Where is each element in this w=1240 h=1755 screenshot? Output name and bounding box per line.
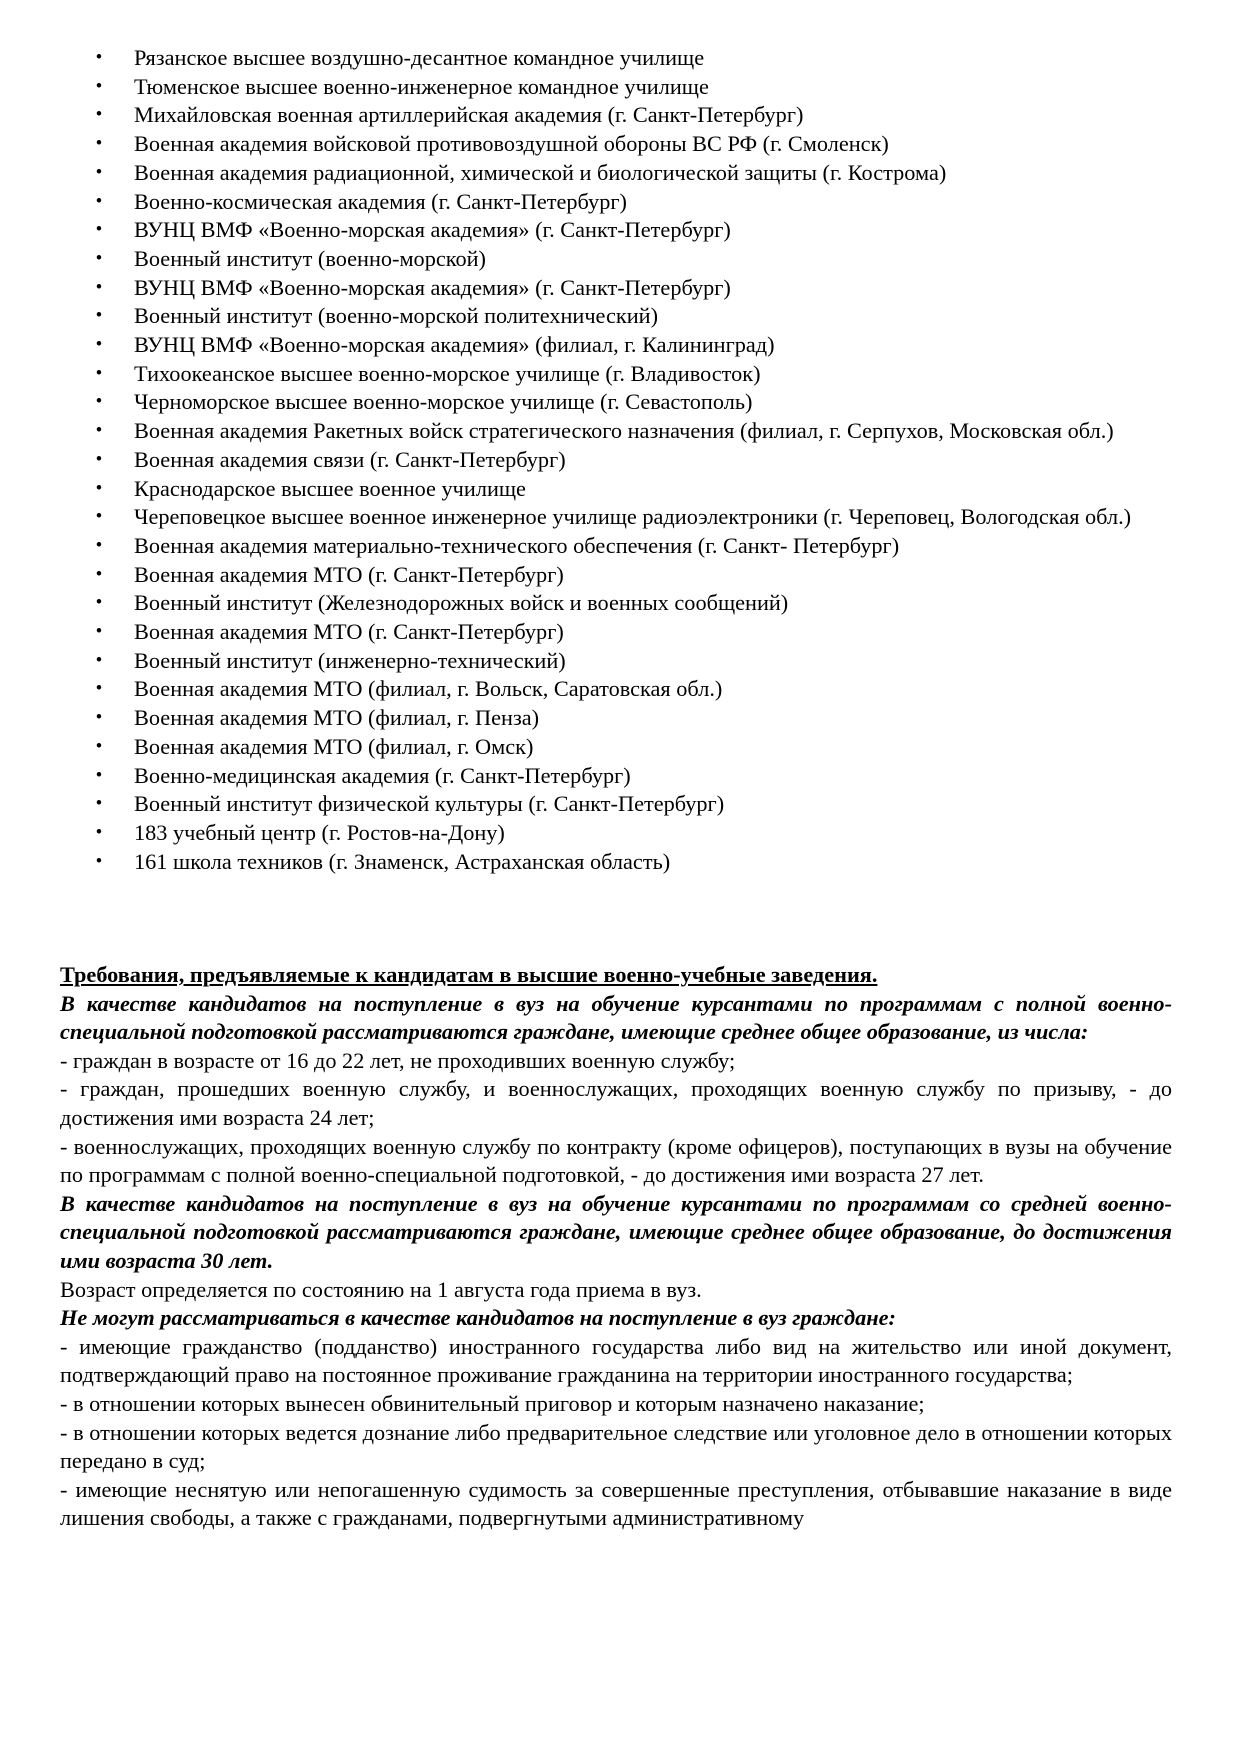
- list-item: [0, 733, 1240, 762]
- list-item-text: ВУНЦ ВМФ «Военно-морская академия» (г. Санкт-Петербург): [134, 274, 731, 300]
- full-training-item: - граждан в возрасте от 16 до 22 лет, не проходивших военную службу;: [60, 1047, 736, 1073]
- list-item: [0, 704, 1240, 733]
- list-item-text: Военная академия МТО (г. Санкт-Петербург): [134, 619, 564, 645]
- bullet-icon: •: [95, 821, 103, 843]
- bullet-icon: •: [95, 104, 103, 126]
- bullet-icon: •: [95, 420, 103, 442]
- list-item: [0, 475, 1240, 504]
- list-item-text: Военная академия связи (г. Санкт-Петербург): [134, 446, 566, 472]
- full-training-item: - военнослужащих, проходящих военную службу по контракту (кроме офицеров), поступающих в вузы на обучение по программам с полной военно-специальной подготовкой, - до достижения ими возраста 27 лет.: [60, 1133, 1172, 1188]
- list-item: [0, 388, 1240, 417]
- list-item: [0, 503, 1240, 532]
- list-item: [0, 446, 1240, 475]
- list-item: [0, 848, 1240, 877]
- bullet-icon: •: [95, 621, 103, 643]
- exclusion-item: - в отношении которых вынесен обвинительный приговор и которым назначено наказание;: [60, 1390, 925, 1416]
- list-item: [0, 360, 1240, 389]
- bullet-icon: •: [95, 649, 103, 671]
- list-item-text: Тихоокеанское высшее военно-морское училище (г. Владивосток): [134, 360, 761, 386]
- medium-training-paragraph: В качестве кандидатов на поступление в вуз на обучение курсантами по программам со средней военно-специальной подготовкой рассматриваются граждане, имеющие среднее общее образование, до достижения ими возраста 30 лет.: [60, 1190, 1172, 1273]
- requirements-section: [60, 961, 1172, 1533]
- list-item: [0, 618, 1240, 647]
- bullet-icon: •: [95, 477, 103, 499]
- list-item-text: Военная академия войсковой противовоздушной обороны ВС РФ (г. Смоленск): [134, 131, 889, 157]
- list-item: [0, 589, 1240, 618]
- bullet-icon: •: [95, 161, 103, 183]
- list-item-text: Военная академия материально-технического обеспечения (г. Санкт- Петербург): [134, 532, 900, 558]
- bullet-icon: •: [95, 850, 103, 872]
- list-item: [0, 790, 1240, 819]
- bullet-icon: •: [95, 133, 103, 155]
- bullet-icon: •: [95, 534, 103, 556]
- list-item: [0, 762, 1240, 791]
- list-item-text: Военный институт (инженерно-технический): [134, 647, 566, 673]
- list-item-text: Черноморское высшее военно-морское училище (г. Севастополь): [134, 389, 753, 415]
- list-item: [0, 647, 1240, 676]
- list-item: [0, 101, 1240, 130]
- bullet-icon: •: [95, 276, 103, 298]
- list-item-text: ВУНЦ ВМФ «Военно-морская академия» (филиал, г. Калининград): [134, 332, 775, 358]
- list-item-text: Военный институт (военно-морской политехнический): [134, 303, 658, 329]
- bullet-icon: •: [95, 305, 103, 327]
- list-item: [0, 331, 1240, 360]
- list-item-text: Военная академия МТО (филиал, г. Омск): [134, 733, 534, 759]
- list-item: [0, 819, 1240, 848]
- list-item-text: Военный институт (Железнодорожных войск и военных сообщений): [134, 590, 789, 616]
- list-item: [0, 216, 1240, 245]
- bullet-icon: •: [95, 506, 103, 528]
- list-item-text: Рязанское высшее воздушно-десантное командное училище: [134, 45, 705, 70]
- list-item-text: Военная академия МТО (филиал, г. Пенза): [134, 705, 540, 731]
- bullet-icon: •: [95, 362, 103, 384]
- bullet-icon: •: [95, 735, 103, 757]
- bullet-icon: •: [95, 764, 103, 786]
- list-item-text: Военная академия МТО (г. Санкт-Петербург): [134, 561, 564, 587]
- list-item: [0, 417, 1240, 446]
- list-item-text: Михайловская военная артиллерийская академия (г. Санкт-Петербург): [134, 102, 804, 128]
- exclusion-item: - имеющие гражданство (подданство) иностранного государства либо вид на жительство или иной документ, подтверждающий право на постоянное проживание гражданина на территории иностранного государства;: [60, 1333, 1172, 1388]
- list-item-text: Военный институт физической культуры (г. Санкт-Петербург): [134, 791, 725, 817]
- list-item: [0, 73, 1240, 102]
- list-item: [0, 274, 1240, 303]
- exclusion-item: - имеющие неснятую или непогашенную судимость за совершенные преступления, отбывавшие наказание в виде лишения свободы, а также с гражданами, подвергнутыми административному: [60, 1476, 1172, 1531]
- list-item-text: Военная академия Ракетных войск стратегического назначения (филиал, г. Серпухов, Московская обл.): [134, 418, 1114, 444]
- age-note: Возраст определяется по состоянию на 1 августа года приема в вуз.: [60, 1276, 702, 1302]
- bullet-icon: •: [95, 75, 103, 97]
- exclusion-intro: Не могут рассматриваться в качестве кандидатов на поступление в вуз граждане:: [60, 1305, 896, 1331]
- full-training-intro: В качестве кандидатов на поступление в вуз на обучение курсантами по программам с полной военно-специальной подготовкой рассматриваются граждане, имеющие среднее общее образование, из числа:: [60, 990, 1172, 1045]
- list-item: [0, 561, 1240, 590]
- bullet-icon: •: [95, 190, 103, 212]
- list-item-text: 161 школа техников (г. Знаменск, Астраханская область): [134, 848, 671, 874]
- bullet-icon: •: [95, 592, 103, 614]
- list-item: [0, 44, 1240, 73]
- list-item-text: Военно-космическая академия (г. Санкт-Петербург): [134, 188, 627, 214]
- list-item-text: Военная академия радиационной, химической и биологической защиты (г. Кострома): [134, 159, 947, 185]
- list-item-text: 183 учебный центр (г. Ростов-на-Дону): [134, 819, 505, 845]
- list-item: [0, 130, 1240, 159]
- list-item-text: Военный институт (военно-морской): [134, 245, 486, 271]
- bullet-icon: •: [95, 707, 103, 729]
- full-training-item: - граждан, прошедших военную службу, и военнослужащих, проходящих военную службу по призыву, - до достижения ими возраста 24 лет;: [60, 1076, 1172, 1130]
- list-item-text: Военная академия МТО (филиал, г. Вольск, Саратовская обл.): [134, 676, 723, 702]
- bullet-icon: •: [95, 47, 103, 68]
- bullet-icon: •: [95, 448, 103, 470]
- list-item: [0, 188, 1240, 217]
- bullet-icon: •: [95, 247, 103, 269]
- list-item: [0, 245, 1240, 274]
- list-item: [0, 159, 1240, 188]
- bullet-icon: •: [95, 334, 103, 356]
- list-item-text: Краснодарское высшее военное училище: [134, 475, 526, 501]
- institutions-list: [0, 44, 1240, 876]
- list-item-text: Военно-медицинская академия (г. Санкт-Петербург): [134, 762, 631, 788]
- bullet-icon: •: [95, 793, 103, 815]
- bullet-icon: •: [95, 678, 103, 700]
- bullet-icon: •: [95, 391, 103, 413]
- list-item: [0, 302, 1240, 331]
- exclusion-item: - в отношении которых ведется дознание либо предварительное следствие или уголовное дело в отношении которых передано в суд;: [60, 1419, 1172, 1474]
- requirements-title: Требования, предъявляемые к кандидатам в высшие военно-учебные заведения.: [60, 962, 878, 987]
- list-item: [0, 675, 1240, 704]
- list-item-text: Тюменское высшее военно-инженерное командное училище: [134, 73, 709, 99]
- list-item-text: Череповецкое высшее военное инженерное училище радиоэлектроники (г. Череповец, Вологодская обл.): [134, 504, 1132, 530]
- bullet-icon: •: [95, 563, 103, 585]
- bullet-icon: •: [95, 219, 103, 241]
- list-item: [0, 532, 1240, 561]
- list-item-text: ВУНЦ ВМФ «Военно-морская академия» (г. Санкт-Петербург): [134, 217, 731, 243]
